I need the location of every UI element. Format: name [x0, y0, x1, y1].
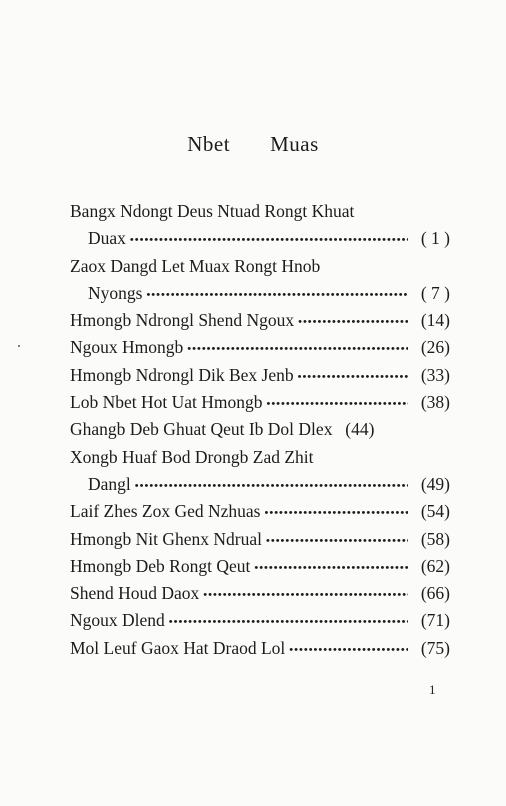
leader-dots: [146, 289, 408, 301]
toc-entry-title: Hmongb Nit Ghenx Ndrual: [70, 528, 262, 549]
leader-dots: [265, 507, 409, 519]
toc-entry-8-line-1: [70, 447, 450, 474]
title-word-2: Muas: [270, 132, 319, 156]
toc-entry-2-line-2: [70, 283, 450, 310]
toc-entry-title: Hmongb Ndrongl Shend Ngoux: [70, 310, 295, 331]
toc-entry-title: Ngoux Dlend: [70, 610, 165, 631]
toc-entry-title: Hmongb Deb Rongt Qeut: [70, 555, 251, 576]
leader-dots: [266, 535, 408, 547]
toc-entry-7: [70, 419, 450, 446]
toc-page-number: (33): [420, 364, 450, 385]
toc-entry-title-cont: Nyongs: [88, 282, 143, 303]
toc-entry-title-cont: Dangl: [88, 473, 131, 494]
toc-entry-6: [70, 392, 450, 419]
title-word-1: Nbet: [187, 132, 231, 156]
leader-dots: [187, 343, 408, 355]
page-number: 1: [429, 682, 436, 697]
toc-entry-3: [70, 310, 450, 337]
toc-page-number: ( 1 ): [420, 228, 450, 249]
leader-dots: [135, 480, 408, 492]
toc-page-number: (62): [420, 555, 450, 576]
toc-entry-title: Zaox Dangd Let Muax Rongt Hnob: [70, 255, 321, 276]
toc-entry-title: Hmongb Ndrongl Dik Bex Jenb: [70, 364, 294, 385]
leader-dots: [169, 616, 408, 628]
toc-entry-title: Laif Zhes Zox Ged Nzhuas: [70, 501, 261, 522]
scan-speck: [18, 345, 20, 347]
toc-entry-11: [70, 556, 450, 583]
toc-entry-title: Xongb Huaf Bod Drongb Zad Zhit: [70, 446, 314, 467]
toc-page-number: (44): [345, 419, 375, 440]
toc-page-number: ( 7 ): [420, 282, 450, 303]
toc-entry-5: [70, 365, 450, 392]
leader-dots: [130, 234, 408, 246]
leader-dots: [266, 398, 408, 410]
table-of-contents: [70, 201, 450, 665]
toc-entry-1-line-2: [70, 228, 450, 255]
leader-dots: [298, 316, 408, 328]
toc-page-number: (38): [420, 392, 450, 413]
leader-dots: [298, 371, 408, 383]
leader-dots: [254, 562, 408, 574]
toc-entry-title: Ngoux Hmongb: [70, 337, 184, 358]
toc-entry-title: Bangx Ndongt Deus Ntuad Rongt Khuat: [70, 201, 355, 221]
toc-page-number: (26): [420, 337, 450, 358]
leader-dots: [289, 644, 408, 656]
page-title: [0, 132, 506, 157]
toc-entry-13: [70, 610, 450, 637]
toc-entry-title: Mol Leuf Gaox Hat Draod Lol: [70, 637, 286, 658]
toc-page-number: (75): [420, 637, 450, 658]
toc-page-number: (58): [420, 528, 450, 549]
toc-entry-14: [70, 638, 450, 665]
toc-entry-10: [70, 529, 450, 556]
toc-entry-title-cont: Duax: [88, 228, 126, 249]
toc-page-number: (71): [420, 610, 450, 631]
toc-entry-1-line-1: [70, 201, 450, 228]
toc-entry-8-line-2: [70, 474, 450, 501]
toc-page-number: (66): [420, 583, 450, 604]
toc-entry-2-line-1: [70, 256, 450, 283]
toc-entry-title: Lob Nbet Hot Uat Hmongb: [70, 392, 263, 413]
toc-entry-9: [70, 501, 450, 528]
toc-page-number: (49): [420, 473, 450, 494]
toc-entry-12: [70, 583, 450, 610]
toc-entry-title: Shend Houd Daox: [70, 583, 200, 604]
toc-entry-title: Ghangb Deb Ghuat Qeut Ib Dol Dlex: [70, 419, 333, 440]
toc-entry-4: [70, 337, 450, 364]
toc-page-number: (14): [420, 310, 450, 331]
toc-page-number: (54): [420, 501, 450, 522]
leader-dots: [203, 589, 408, 601]
